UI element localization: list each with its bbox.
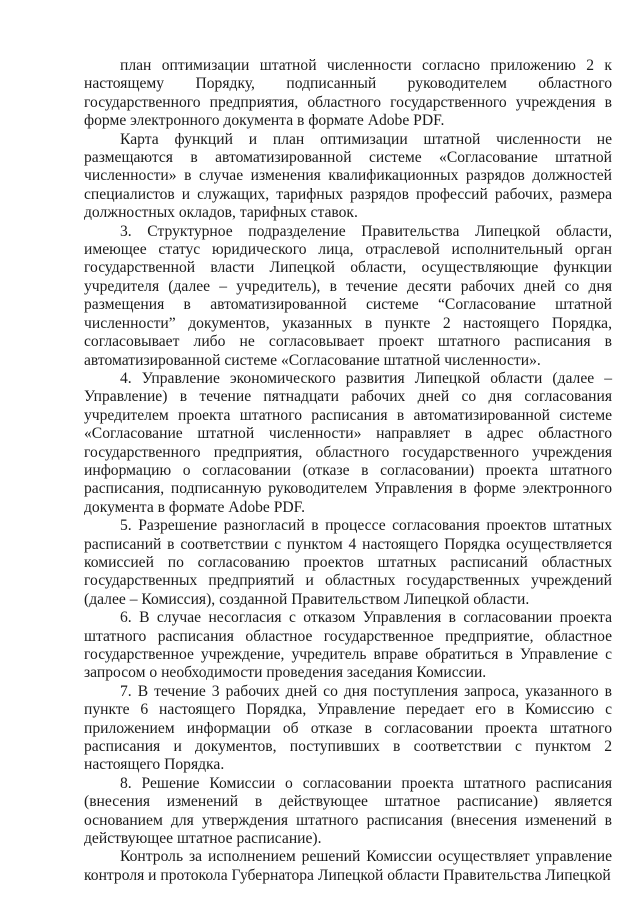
paragraph-7: 7. В течение 3 рабочих дней со дня поступления запроса, указанного в пункте 6 настоящего Порядка, Управление передает его в Комиссию с приложением информации об отказе в согласовании проекта штатного расписания и документов, поступивших в соответствии с пунктом 2 настоящего Порядка. xyxy=(84,682,612,774)
paragraph-9: Контроль за исполнением решений Комиссии осуществляет управление контроля и протокола Губернатора Липецкой области Правительства Липецкой xyxy=(84,848,612,884)
paragraph-6: 6. В случае несогласия с отказом Управления в согласовании проекта штатного расписания областное государственное предприятие, областное государственное учреждение, учредитель вправе обратиться в Управление с запросом о необходимости проведения заседания Комиссии. xyxy=(84,609,612,682)
paragraph-1: план оптимизации штатной численности согласно приложению 2 к настоящему Порядку, подписанный руководителем областного государственного предприятия, областного государственного учреждения в форме электронного документа в формате Adobe PDF. xyxy=(84,57,612,130)
paragraph-5: 5. Разрешение разногласий в процессе согласования проектов штатных расписаний в соответствии с пунктом 4 настоящего Порядка осуществляется комиссией по согласованию проектов штатных расписаний областных государственных предприятий и областных государственных учреждений (далее – Комиссия), созданной Правительством Липецкой области. xyxy=(84,517,612,608)
paragraph-4: 4. Управление экономического развития Липецкой области (далее – Управление) в течение пятнадцати рабочих дней со дня согласования учредителем проекта штатного расписания в автоматизированной системе «Согласование штатной численности» направляет в адрес областного государственного предприятия, областного государственного учреждения информацию о согласовании (отказе в согласовании) проекта штатного расписания, подписанную руководителем Управления в форме электронного документа в формате Adobe PDF. xyxy=(84,369,612,516)
paragraph-3: 3. Структурное подразделение Правительства Липецкой области, имеющее статус юридического лица, отраслевой исполнительный орган государственной власти Липецкой области, осуществляющие функции учредителя (далее – учредитель), в течение десяти рабочих дней со дня размещения в автоматизированной системе “Согласование штатной численности” документов, указанных в пункте 2 настоящего Порядка, согласовывает либо не согласовывает проект штатного расписания в автоматизированной системе «Согласование штатной численности». xyxy=(84,222,612,369)
paragraph-8: 8. Решение Комиссии о согласовании проекта штатного расписания (внесения изменений в действующее штатное расписание) является основанием для утверждения штатного расписания (внесения изменений в действующее штатное расписание). xyxy=(84,774,612,848)
paragraph-2: Карта функций и план оптимизации штатной численности не размещаются в автоматизированной системе «Согласование штатной численности» в случае изменения квалификационных разрядов должностей специалистов и служащих, тарифных разрядов профессий рабочих, размера должностных окладов, тарифных ставок. xyxy=(84,130,612,222)
document-page xyxy=(84,57,612,885)
